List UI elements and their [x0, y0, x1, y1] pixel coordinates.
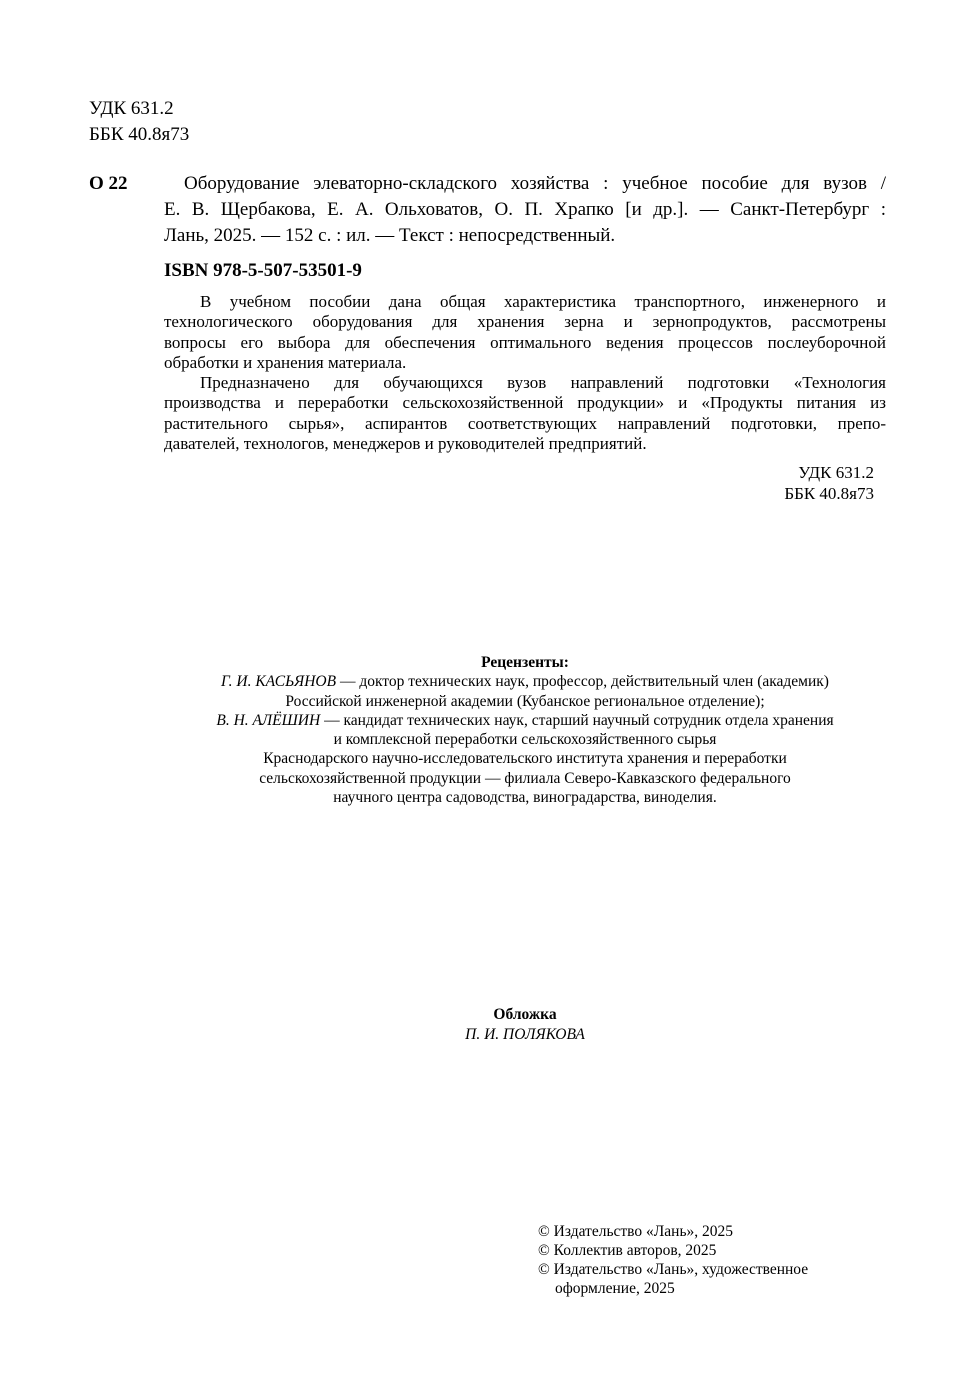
isbn: ISBN 978-5-507-53501-9 [164, 260, 362, 281]
reviewers-section [100, 653, 950, 807]
biblio-line: Оборудование элеваторно-складского хозяйства : учебное пособие для вузов / [184, 173, 886, 194]
reviewer-2-affiliation: Краснодарского научно-исследовательского института хранения и переработки [263, 750, 787, 768]
copyright-line: © Коллектив авторов, 2025 [538, 1242, 717, 1259]
copyright-block [538, 1222, 808, 1298]
bibliographic-description [164, 171, 886, 249]
copyright-line: оформление, 2025 [555, 1280, 675, 1297]
reviewer-2-affiliation: научного центра садоводства, виноградарства, виноделия. [333, 789, 717, 807]
bbk-code: ББК 40.8я73 [89, 124, 190, 145]
reviewer-1-name: Г. И. КАСЬЯНОВ [221, 673, 337, 691]
abstract-line: обработки и хранения материала. [164, 352, 407, 372]
reviewer-1-credentials: — доктор технических наук, профессор, действительный член (академик) [336, 673, 829, 691]
reviewers-title: Рецензенты: [481, 654, 569, 671]
reviewer-2-affiliation: сельскохозяйственной продукции — филиала Северо-Кавказского федерального [259, 769, 791, 787]
abstract [164, 292, 886, 454]
reviewer-2-name: В. Н. АЛЁШИН [216, 711, 321, 729]
reviewer-2-line [100, 711, 950, 730]
reviewer-2-credentials: — кандидат технических наук, старший научный сотрудник отдела хранения [320, 711, 834, 729]
biblio-line: Лань, 2025. — 152 с. : ил. — Текст : непосредственный. [164, 225, 616, 246]
cover-title: Обложка [493, 1006, 557, 1023]
abstract-line: вопросы его выбора для обеспечения оптимального ведения процессов послеуборочной [164, 332, 886, 352]
abstract-line: В учебном пособии дана общая характеристика транспортного, инженерного и [200, 292, 886, 311]
copyright-line: © Издательство «Лань», художественное [538, 1261, 809, 1278]
catalog-bbk: ББК 40.8я73 [784, 483, 874, 503]
copyright-line: © Издательство «Лань», 2025 [538, 1223, 734, 1240]
abstract-line: давателей, технологов, менеджеров и руководителей предприятий. [164, 434, 647, 454]
reviewer-1-affiliation: Российской инженерной академии (Кубанское региональное отделение); [285, 692, 765, 710]
catalog-classification [700, 463, 874, 504]
author-mark: О 22 [89, 173, 128, 194]
biblio-line: Е. В. Щербакова, Е. А. Ольховатов, О. П. Храпко [и др.]. — Санкт-Петербург : [164, 199, 886, 220]
top-classification [89, 96, 189, 148]
reviewer-2-affiliation: и комплексной переработки сельскохозяйственного сырья [333, 731, 717, 749]
catalog-udk: УДК 631.2 [798, 463, 874, 482]
cover-credit [325, 1005, 725, 1045]
abstract-line: технологического оборудования для хранения зерна и зернопродуктов, рассмотрены [164, 312, 886, 332]
reviewer-1-line [100, 672, 950, 691]
abstract-line: растительного сырья», аспирантов соответствующих направлений подготовки, препо- [164, 413, 886, 433]
abstract-line: производства и переработки сельскохозяйственной продукции» и «Продукты питания из [164, 393, 886, 413]
udk-code: УДК 631.2 [89, 98, 174, 119]
cover-designer: П. И. ПОЛЯКОВА [465, 1026, 585, 1043]
abstract-line: Предназначено для обучающихся вузов направлений подготовки «Технология [200, 373, 886, 393]
